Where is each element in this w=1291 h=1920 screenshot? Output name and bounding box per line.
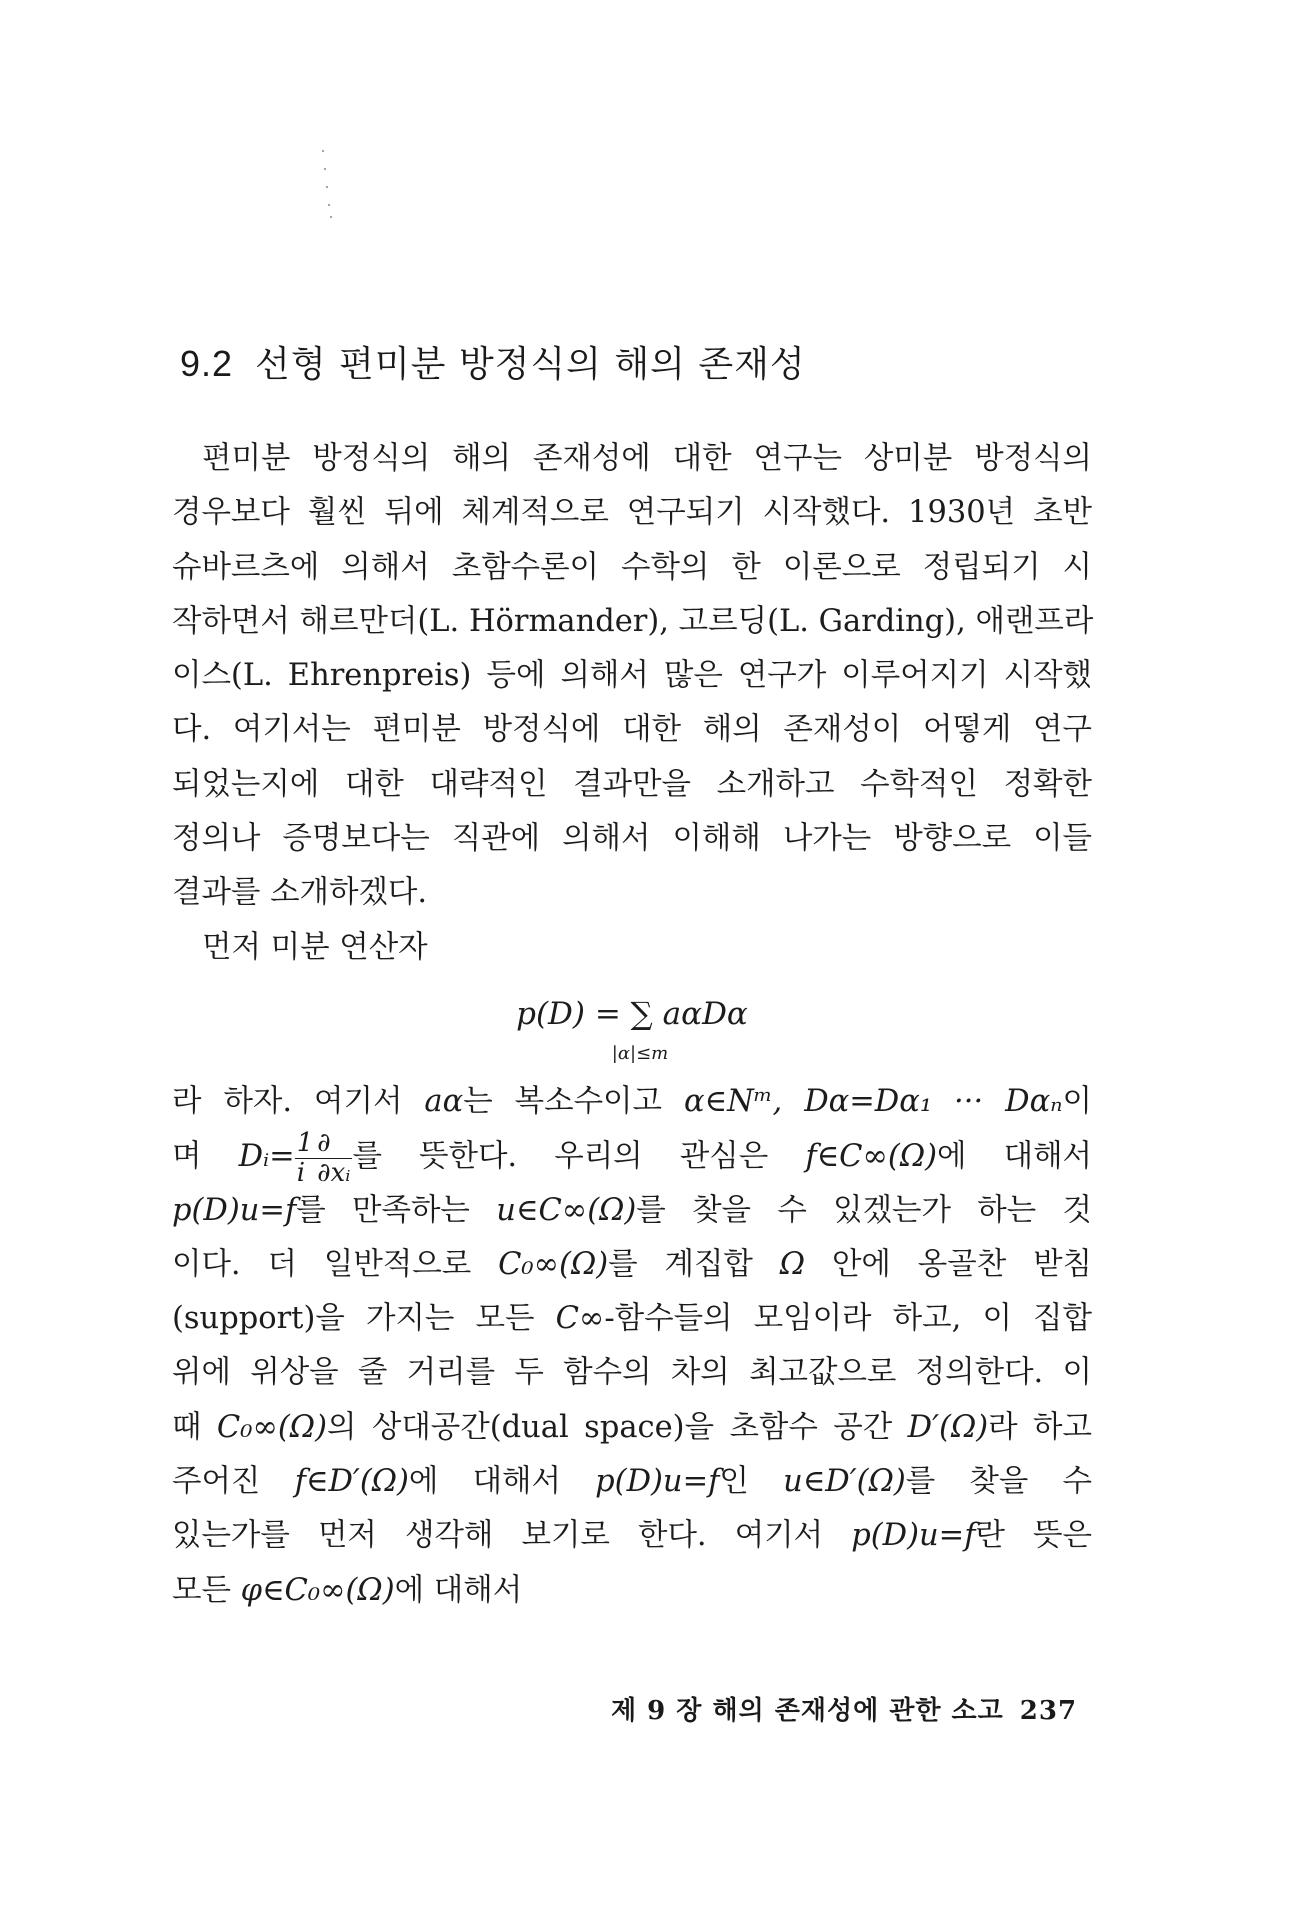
frac-denominator: ∂xᵢ bbox=[317, 1157, 351, 1188]
paragraph1-line: 이스(L. Ehrenpreis) 등에 의해서 많은 연구가 이루어지기 시작했 bbox=[172, 658, 1092, 694]
paragraph1-line: 경우보다 훨씬 뒤에 체계적으로 연구되기 시작했다. 1930년 초반 bbox=[172, 495, 1092, 531]
paragraph2-line bbox=[172, 1564, 1092, 1618]
frac-numerator: ∂ bbox=[315, 1129, 352, 1159]
text: 라 하자. 여기서 bbox=[172, 1083, 425, 1119]
text: 라 하고 bbox=[988, 1409, 1092, 1445]
paragraph2-line bbox=[172, 1455, 1092, 1509]
text: 며 bbox=[172, 1139, 239, 1175]
math: φ∈C₀∞(Ω) bbox=[240, 1572, 395, 1608]
running-footer-chapter: 제 9 장 해의 존재성에 관한 소고 bbox=[611, 1696, 1004, 1726]
text: 에 대해서 bbox=[408, 1464, 596, 1500]
text: 때 bbox=[172, 1409, 217, 1445]
text: 이 bbox=[1062, 1083, 1093, 1119]
paragraph1-line: 편미분 방정식의 해의 존재성에 대한 연구는 상미분 방정식의 bbox=[202, 441, 1092, 476]
math: D′(Ω) bbox=[907, 1409, 989, 1445]
text: 안에 옹골찬 받침 bbox=[805, 1246, 1092, 1282]
text: 를 찾을 수 bbox=[905, 1464, 1092, 1500]
fraction bbox=[295, 1129, 315, 1187]
text: 있는가를 먼저 생각해 보기로 한다. 여기서 bbox=[172, 1518, 852, 1554]
text: 를 만족하는 bbox=[296, 1192, 497, 1228]
text: 를 찾을 수 있겠는가 하는 것 bbox=[636, 1192, 1092, 1228]
math: C∞ bbox=[555, 1301, 605, 1337]
paragraph1-line: 다. 여기서는 편미분 방정식에 대한 해의 존재성이 어떻게 연구 bbox=[172, 712, 1092, 748]
paragraph1-line: 정의나 증명보다는 직관에 의해서 이해해 나가는 방향으로 이들 bbox=[172, 821, 1092, 857]
section-heading bbox=[180, 336, 806, 387]
page-footer bbox=[611, 1690, 1077, 1727]
paragraph2-line bbox=[172, 1238, 1092, 1292]
section-title: 선형 편미분 방정식의 해의 존재성 bbox=[255, 344, 806, 385]
page-number: 237 bbox=[1019, 1696, 1078, 1726]
intro-line: 먼저 미분 연산자 bbox=[202, 929, 428, 965]
frac-numerator: 1 bbox=[296, 1128, 314, 1159]
equation-main: p(D) = ∑ aαDα bbox=[516, 995, 748, 1032]
math: p(D)u=f bbox=[595, 1464, 720, 1500]
paragraph2-line bbox=[172, 1184, 1092, 1238]
section-number: 9.2 bbox=[180, 343, 234, 384]
paragraph2-line: 위에 위상을 줄 거리를 두 함수의 차의 최고값으로 정의한다. 이 bbox=[172, 1355, 1092, 1391]
math: f∈D′(Ω) bbox=[294, 1464, 409, 1500]
math: Dᵢ= bbox=[238, 1139, 295, 1175]
paragraph1-line: 작하면서 해르만더(L. Hörmander), 고르딩(L. Garding), 애랜프라 bbox=[172, 603, 1094, 639]
math: C₀∞(Ω) bbox=[498, 1246, 609, 1282]
text: -함수들의 모임이라 하고, 이 집합 bbox=[604, 1301, 1092, 1337]
body-text bbox=[172, 432, 1092, 1618]
text: 의 상대공간(dual space)을 초함수 공간 bbox=[326, 1409, 908, 1445]
math: p(D)u=f bbox=[851, 1518, 976, 1554]
math: α∈Nᵐ, Dα=Dα₁ ··· Dαₙ bbox=[683, 1083, 1063, 1119]
text: 는 복소수이고 bbox=[463, 1083, 684, 1119]
math: p(D)u=f bbox=[172, 1192, 297, 1228]
math: u∈D′(Ω) bbox=[783, 1464, 906, 1500]
text: 이다. 더 일반적으로 bbox=[172, 1246, 499, 1282]
text: 란 뜻은 bbox=[975, 1518, 1092, 1554]
text: 를 계집합 bbox=[608, 1246, 780, 1282]
text: 주어진 bbox=[172, 1464, 295, 1500]
math: f∈C∞(Ω) bbox=[805, 1139, 938, 1175]
paragraph2-line bbox=[172, 1292, 1092, 1346]
text: 인 bbox=[719, 1464, 784, 1500]
frac-denominator: i bbox=[296, 1157, 306, 1188]
paragraph2-line bbox=[172, 1128, 1092, 1188]
math: u∈C∞(Ω) bbox=[496, 1192, 637, 1228]
math: C₀∞(Ω) bbox=[216, 1409, 327, 1445]
scan-marks bbox=[322, 150, 336, 220]
text: 에 대해서 bbox=[394, 1572, 523, 1608]
text: 를 뜻한다. 우리의 관심은 bbox=[352, 1139, 806, 1175]
paragraph2-line bbox=[172, 1075, 1092, 1129]
paragraph1-line: 되었는지에 대한 대략적인 결과만을 소개하고 수학적인 정확한 bbox=[172, 766, 1092, 802]
paragraph1-line: 슈바르츠에 의해서 초함수론이 수학의 한 이론으로 정립되기 시 bbox=[172, 549, 1092, 585]
paragraph2-line bbox=[172, 1509, 1092, 1563]
paragraph1-line: 결과를 소개하겠다. bbox=[172, 875, 428, 911]
text: 에 대해서 bbox=[937, 1139, 1092, 1175]
text: 모든 bbox=[172, 1572, 241, 1608]
math: Ω bbox=[779, 1246, 806, 1282]
fraction bbox=[315, 1129, 352, 1187]
paragraph2-line bbox=[172, 1401, 1092, 1455]
equation-block bbox=[172, 975, 1092, 1075]
equation-subscript: |α|≤m bbox=[611, 1042, 669, 1064]
text: (support)을 가지는 모든 bbox=[172, 1301, 556, 1337]
math: aα bbox=[424, 1083, 464, 1119]
